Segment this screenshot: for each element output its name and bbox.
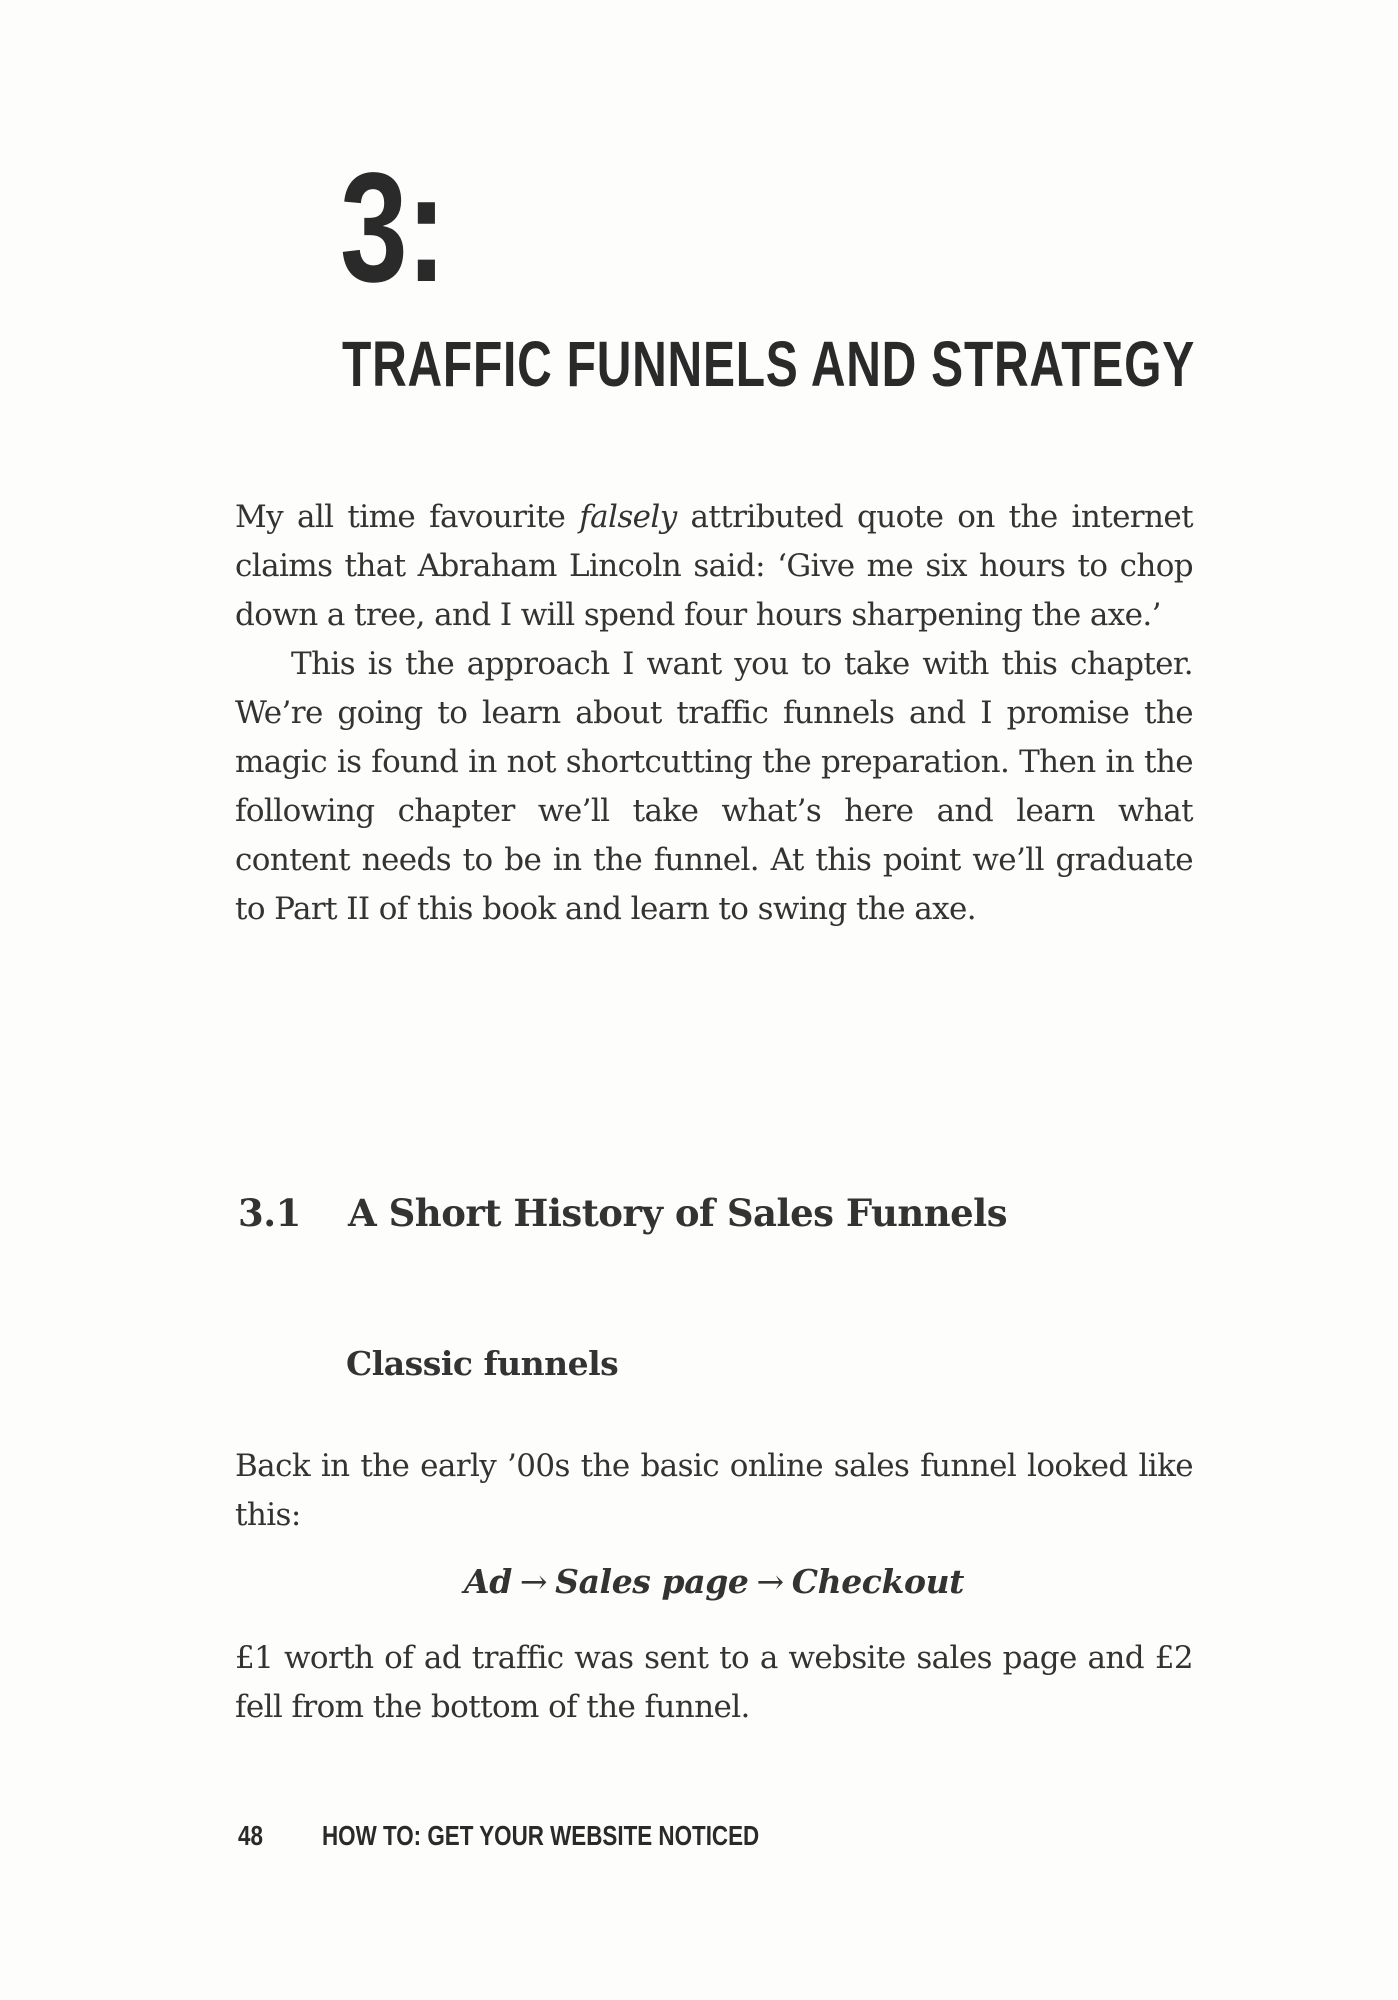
arrow-right-icon: → (519, 1562, 548, 1601)
classic-paragraph-1: Back in the early ’00s the basic online sales funnel looked like this: (235, 1448, 1193, 1533)
funnel-step-checkout: Checkout (791, 1562, 965, 1601)
funnel-step-ad: Ad (463, 1562, 512, 1601)
section-heading (238, 1191, 1007, 1235)
page-number: 48 (238, 1820, 263, 1851)
running-title: HOW TO: GET YOUR WEBSITE NOTICED (322, 1820, 760, 1851)
intro-paragraph-2: This is the approach I want you to take with this chapter. We’re going to learn about traffic funnels and I promise the magic is found in not shortcutting the preparation. Then in the following chapter we’ll take what’s here and learn what content needs to be in the funnel. At this point we’ll graduate to Part II of this book and learn to swing the axe. (235, 646, 1193, 927)
subsection-heading: Classic funnels (346, 1344, 619, 1383)
funnel-diagram-line (235, 1562, 1193, 1601)
chapter-title: TRAFFIC FUNNELS AND STRATEGY (342, 328, 1195, 400)
intro-paragraph-1 (235, 493, 1193, 640)
intro-block (235, 493, 1193, 934)
classic-paragraph-2: £1 worth of ad traffic was sent to a website sales page and £2 fell from the bottom of the funnel. (235, 1640, 1193, 1725)
chapter-number: 3: (340, 141, 446, 315)
classic-intro-block (235, 1442, 1193, 1540)
funnel-step-sales-page: Sales page (555, 1562, 749, 1601)
section-title: A Short History of Sales Funnels (348, 1191, 1008, 1235)
intro-p1-emphasis: falsely (579, 499, 677, 535)
intro-p1-end: attributed quote on the internet claims that Abraham Lincoln said: ‘Give me six hours to chop down a tree, and I will spend four hours sharpening the axe.’ (235, 499, 1193, 633)
arrow-right-icon: → (756, 1562, 784, 1601)
classic-result-block (235, 1634, 1193, 1732)
section-number: 3.1 (238, 1191, 301, 1235)
intro-p1-start: My all time favourite (235, 499, 580, 535)
page-footer (238, 1820, 759, 1852)
